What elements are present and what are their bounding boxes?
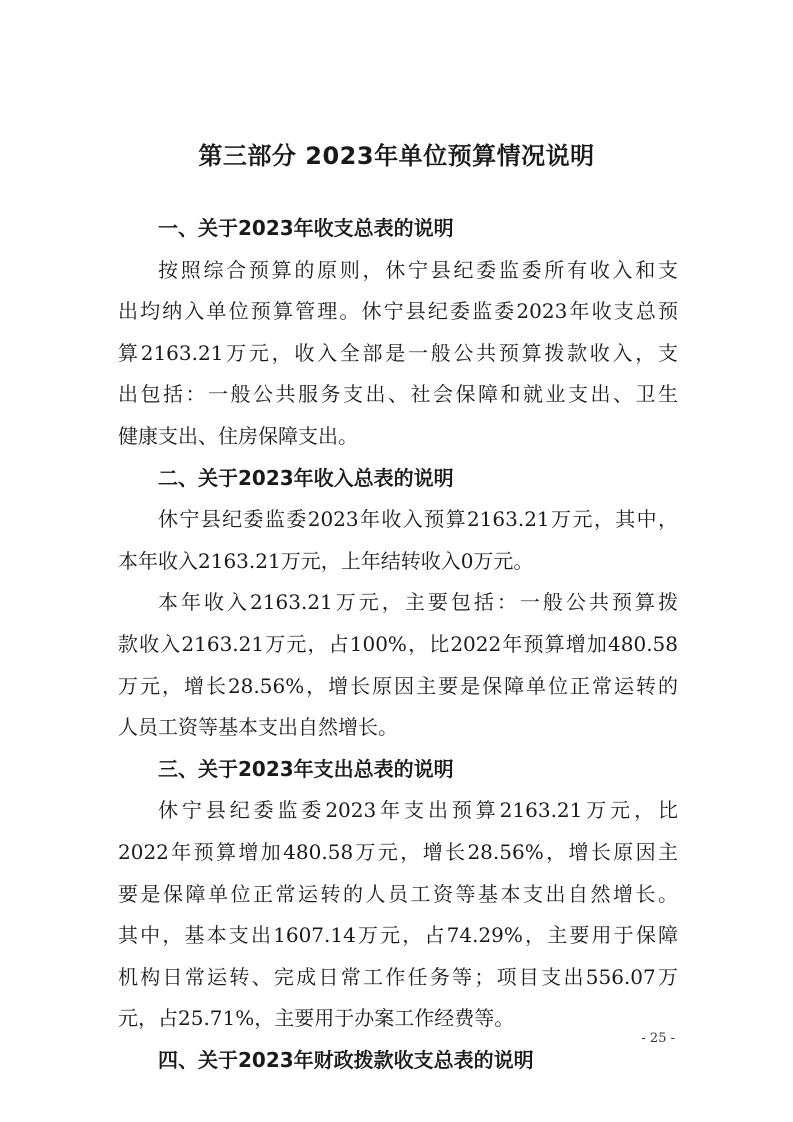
text-line: 人员工资等基本支出自然增长。 bbox=[118, 715, 398, 740]
paragraph bbox=[118, 582, 678, 748]
text-line: 按照综合预算的原则，休宁县纪委监委所有收入和支 bbox=[158, 257, 678, 282]
text-line: 款收入2163.21万元，占100%，比2022年预算增加480.58 bbox=[118, 631, 678, 656]
document-body bbox=[118, 208, 678, 1081]
text-line: 元，占25.71%，主要用于办案工作经费等。 bbox=[118, 1006, 515, 1031]
section-2 bbox=[118, 458, 678, 749]
text-line: 万元，增长28.56%，增长原因主要是保障单位正常运转的 bbox=[118, 673, 678, 698]
text-line: 机构日常运转、完成日常工作任务等；项目支出556.07万 bbox=[118, 964, 678, 989]
text-line: 出包括：一般公共服务支出、社会保障和就业支出、卫生 bbox=[118, 382, 678, 407]
text-line: 休宁县纪委监委2023年支出预算2163.21万元，比 bbox=[158, 798, 678, 823]
page-number: - 25 - bbox=[641, 1031, 675, 1046]
text-line: 要是保障单位正常运转的人员工资等基本支出自然增长。 bbox=[118, 881, 678, 906]
section-3 bbox=[118, 749, 678, 1040]
page-title: 第三部分 2023年单位预算情况说明 bbox=[198, 142, 595, 170]
section-heading: 二、关于2023年收入总表的说明 bbox=[158, 465, 454, 490]
paragraph bbox=[118, 790, 678, 1040]
text-line: 健康支出、住房保障支出。 bbox=[118, 423, 358, 448]
section-4 bbox=[118, 1040, 678, 1082]
section-heading: 四、关于2023年财政拨款收支总表的说明 bbox=[158, 1047, 534, 1072]
paragraph bbox=[118, 250, 678, 458]
text-line: 出均纳入单位预算管理。休宁县纪委监委2023年收支总预 bbox=[118, 299, 678, 324]
text-line: 算2163.21万元，收入全部是一般公共预算拨款收入，支 bbox=[118, 340, 678, 365]
text-line: 2022年预算增加480.58万元，增长28.56%，增长原因主 bbox=[118, 839, 678, 864]
text-line: 本年收入2163.21万元，主要包括：一般公共预算拨 bbox=[158, 590, 678, 615]
text-line: 休宁县纪委监委2023年收入预算2163.21万元，其中， bbox=[158, 507, 678, 532]
section-1 bbox=[118, 208, 678, 458]
text-line: 本年收入2163.21万元，上年结转收入0万元。 bbox=[118, 548, 534, 573]
section-heading: 三、关于2023年支出总表的说明 bbox=[158, 756, 454, 781]
paragraph bbox=[118, 499, 678, 582]
section-heading: 一、关于2023年收支总表的说明 bbox=[158, 216, 454, 240]
text-line: 其中，基本支出1607.14万元，占74.29%，主要用于保障 bbox=[118, 923, 678, 948]
